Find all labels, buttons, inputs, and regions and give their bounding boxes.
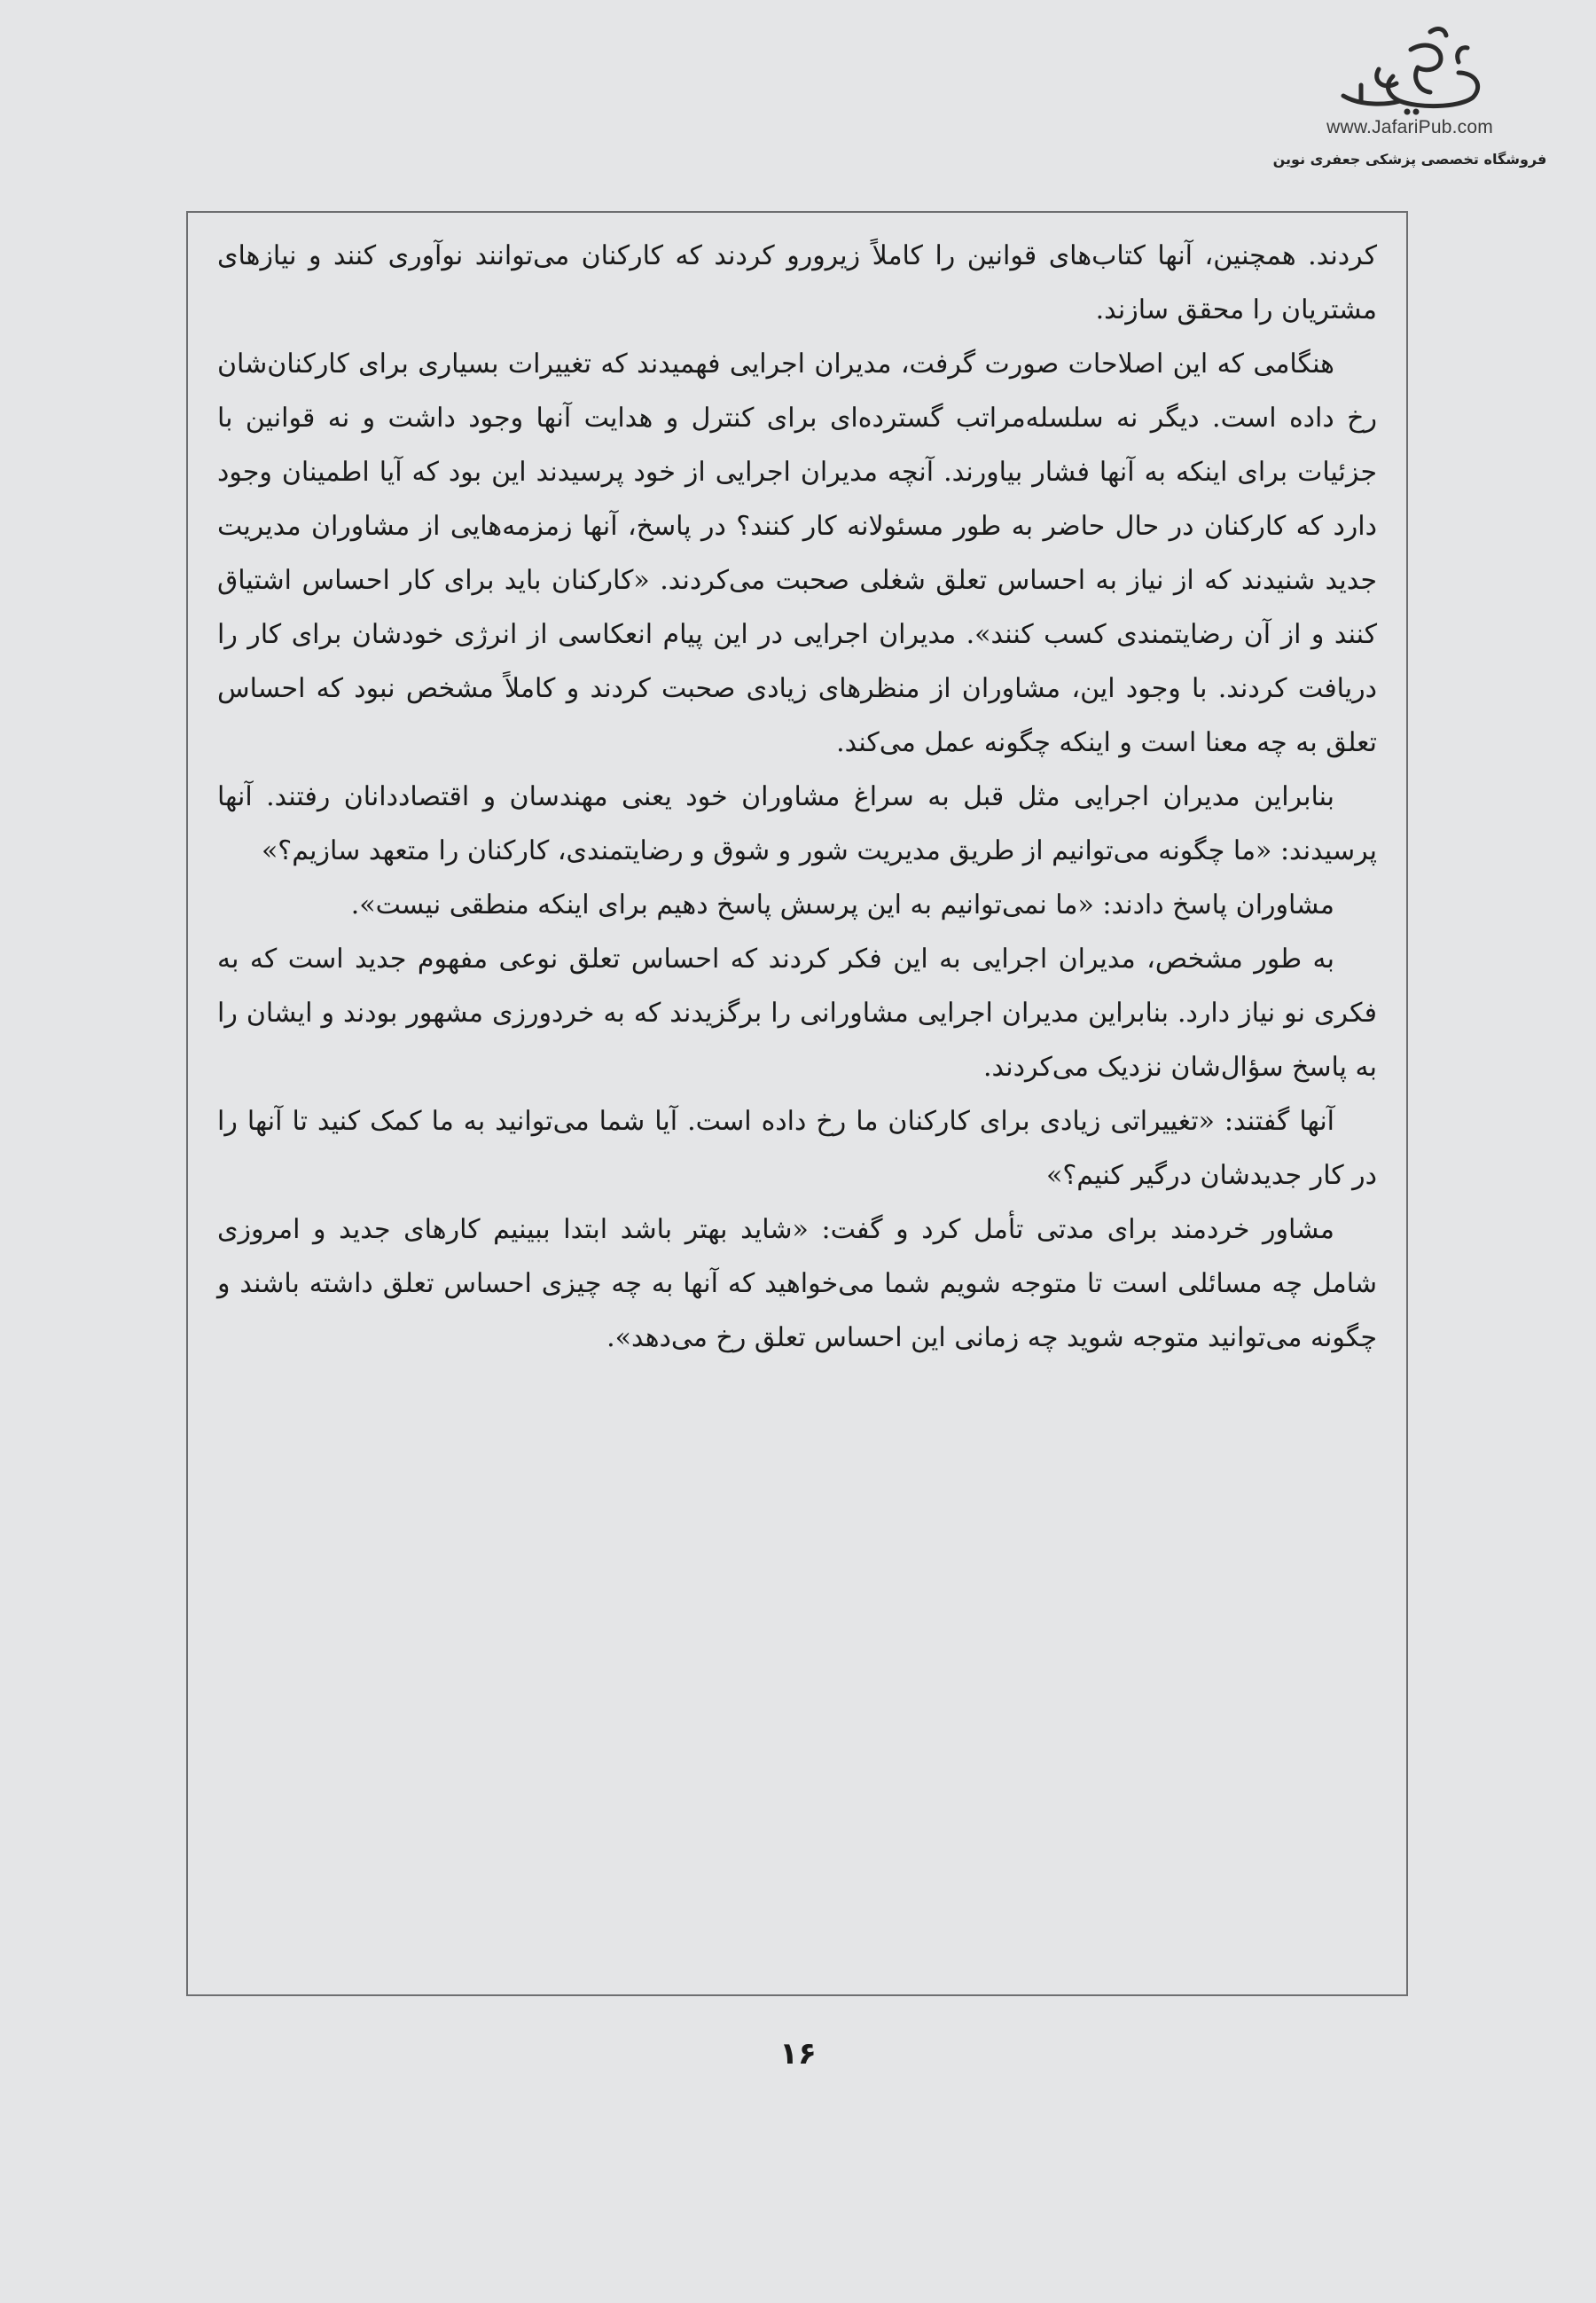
paragraph: کردند. همچنین، آنها کتاب‌های قوانین را کاملاً زیرورو کردند که کارکنان می‌توانند نوآوری کنند و نیازهای مشتریان را محقق سازند.	[217, 240, 1377, 325]
text-frame	[186, 211, 1408, 1996]
paragraph: مشاور خردمند برای مدتی تأمل کرد و گفت: «شاید بهتر باشد ابتدا ببینیم کارهای جدید و امروزی شامل چه مسائلی است تا متوجه شویم شما می‌خواهید که آنها به چه چیزی احساس تعلق داشته باشند و چگونه می‌توانید متوجه شوید چه زمانی این احساس تعلق رخ می‌دهد».	[217, 1214, 1377, 1353]
paragraph: مشاوران پاسخ دادند: «ما نمی‌توانیم به این پرسش پاسخ دهیم برای اینکه منطقی نیست».	[350, 889, 1334, 920]
page-number: ۱۶	[779, 2036, 817, 2072]
publisher-caption: فروشگاه تخصصی پزشکی جعفری نوین	[1272, 151, 1547, 168]
paragraph: بنابراین مدیران اجرایی مثل قبل به سراغ مشاوران خود یعنی مهندسان و اقتصاددانان رفتند. آنها پرسیدند: «ما چگونه می‌توانیم از طریق مدیریت شور و شوق و رضایتمندی، کارکنان را متعهد سازیم؟»	[217, 781, 1377, 866]
body-text	[217, 229, 1377, 1365]
publisher-url: www.JafariPub.com	[1326, 117, 1493, 137]
paragraph: آنها گفتند: «تغییراتی زیادی برای کارکنان ما رخ داده است. آیا شما می‌توانید به ما کمک کنید تا آنها را در کار جدیدشان درگیر کنیم؟»	[217, 1106, 1377, 1191]
publisher-logo	[1268, 20, 1552, 179]
paragraph: به طور مشخص، مدیران اجرایی به این فکر کردند که احساس تعلق نوعی مفهوم جدید است که به فکری نو نیاز دارد. بنابراین مدیران اجرایی مشاورانی را برگزیدند که به خردورزی مشهور بودند و ایشان را به پاسخ سؤال‌شان نزدیک می‌کردند.	[217, 944, 1377, 1083]
publisher-logo-mark	[1326, 20, 1494, 117]
paragraph: هنگامی که این اصلاحات صورت گرفت، مدیران اجرایی فهمیدند که تغییرات بسیاری برای کارکنان‌شان رخ داده است. دیگر نه سلسله‌مراتب گسترده‌ای برای کنترل و هدایت آنها وجود داشت و نه قوانین با جزئیات برای اینکه به آنها فشار بیاورند. آنچه مدیران اجرایی از خود پرسیدند این بود که آیا اطمینان وجود دارد که کارکنان در حال حاضر به طور مسئولانه کار کنند؟ در پاسخ، آنها زمزمه‌هایی از مشاوران مدیریت جدید شنیدند که از نیاز به احساس تعلق شغلی صحبت می‌کردند. «کارکنان باید برای کار احساس اشتیاق کنند و از آن رضایتمندی کسب کنند». مدیران اجرایی در این پیام انعکاسی از انرژی خودشان برای کار را دریافت کردند. با وجود این، مشاوران از منظرهای زیادی صحبت کردند و کاملاً مشخص نبود که احساس تعلق به چه معنا است و اینکه چگونه عمل می‌کند.	[217, 349, 1377, 758]
